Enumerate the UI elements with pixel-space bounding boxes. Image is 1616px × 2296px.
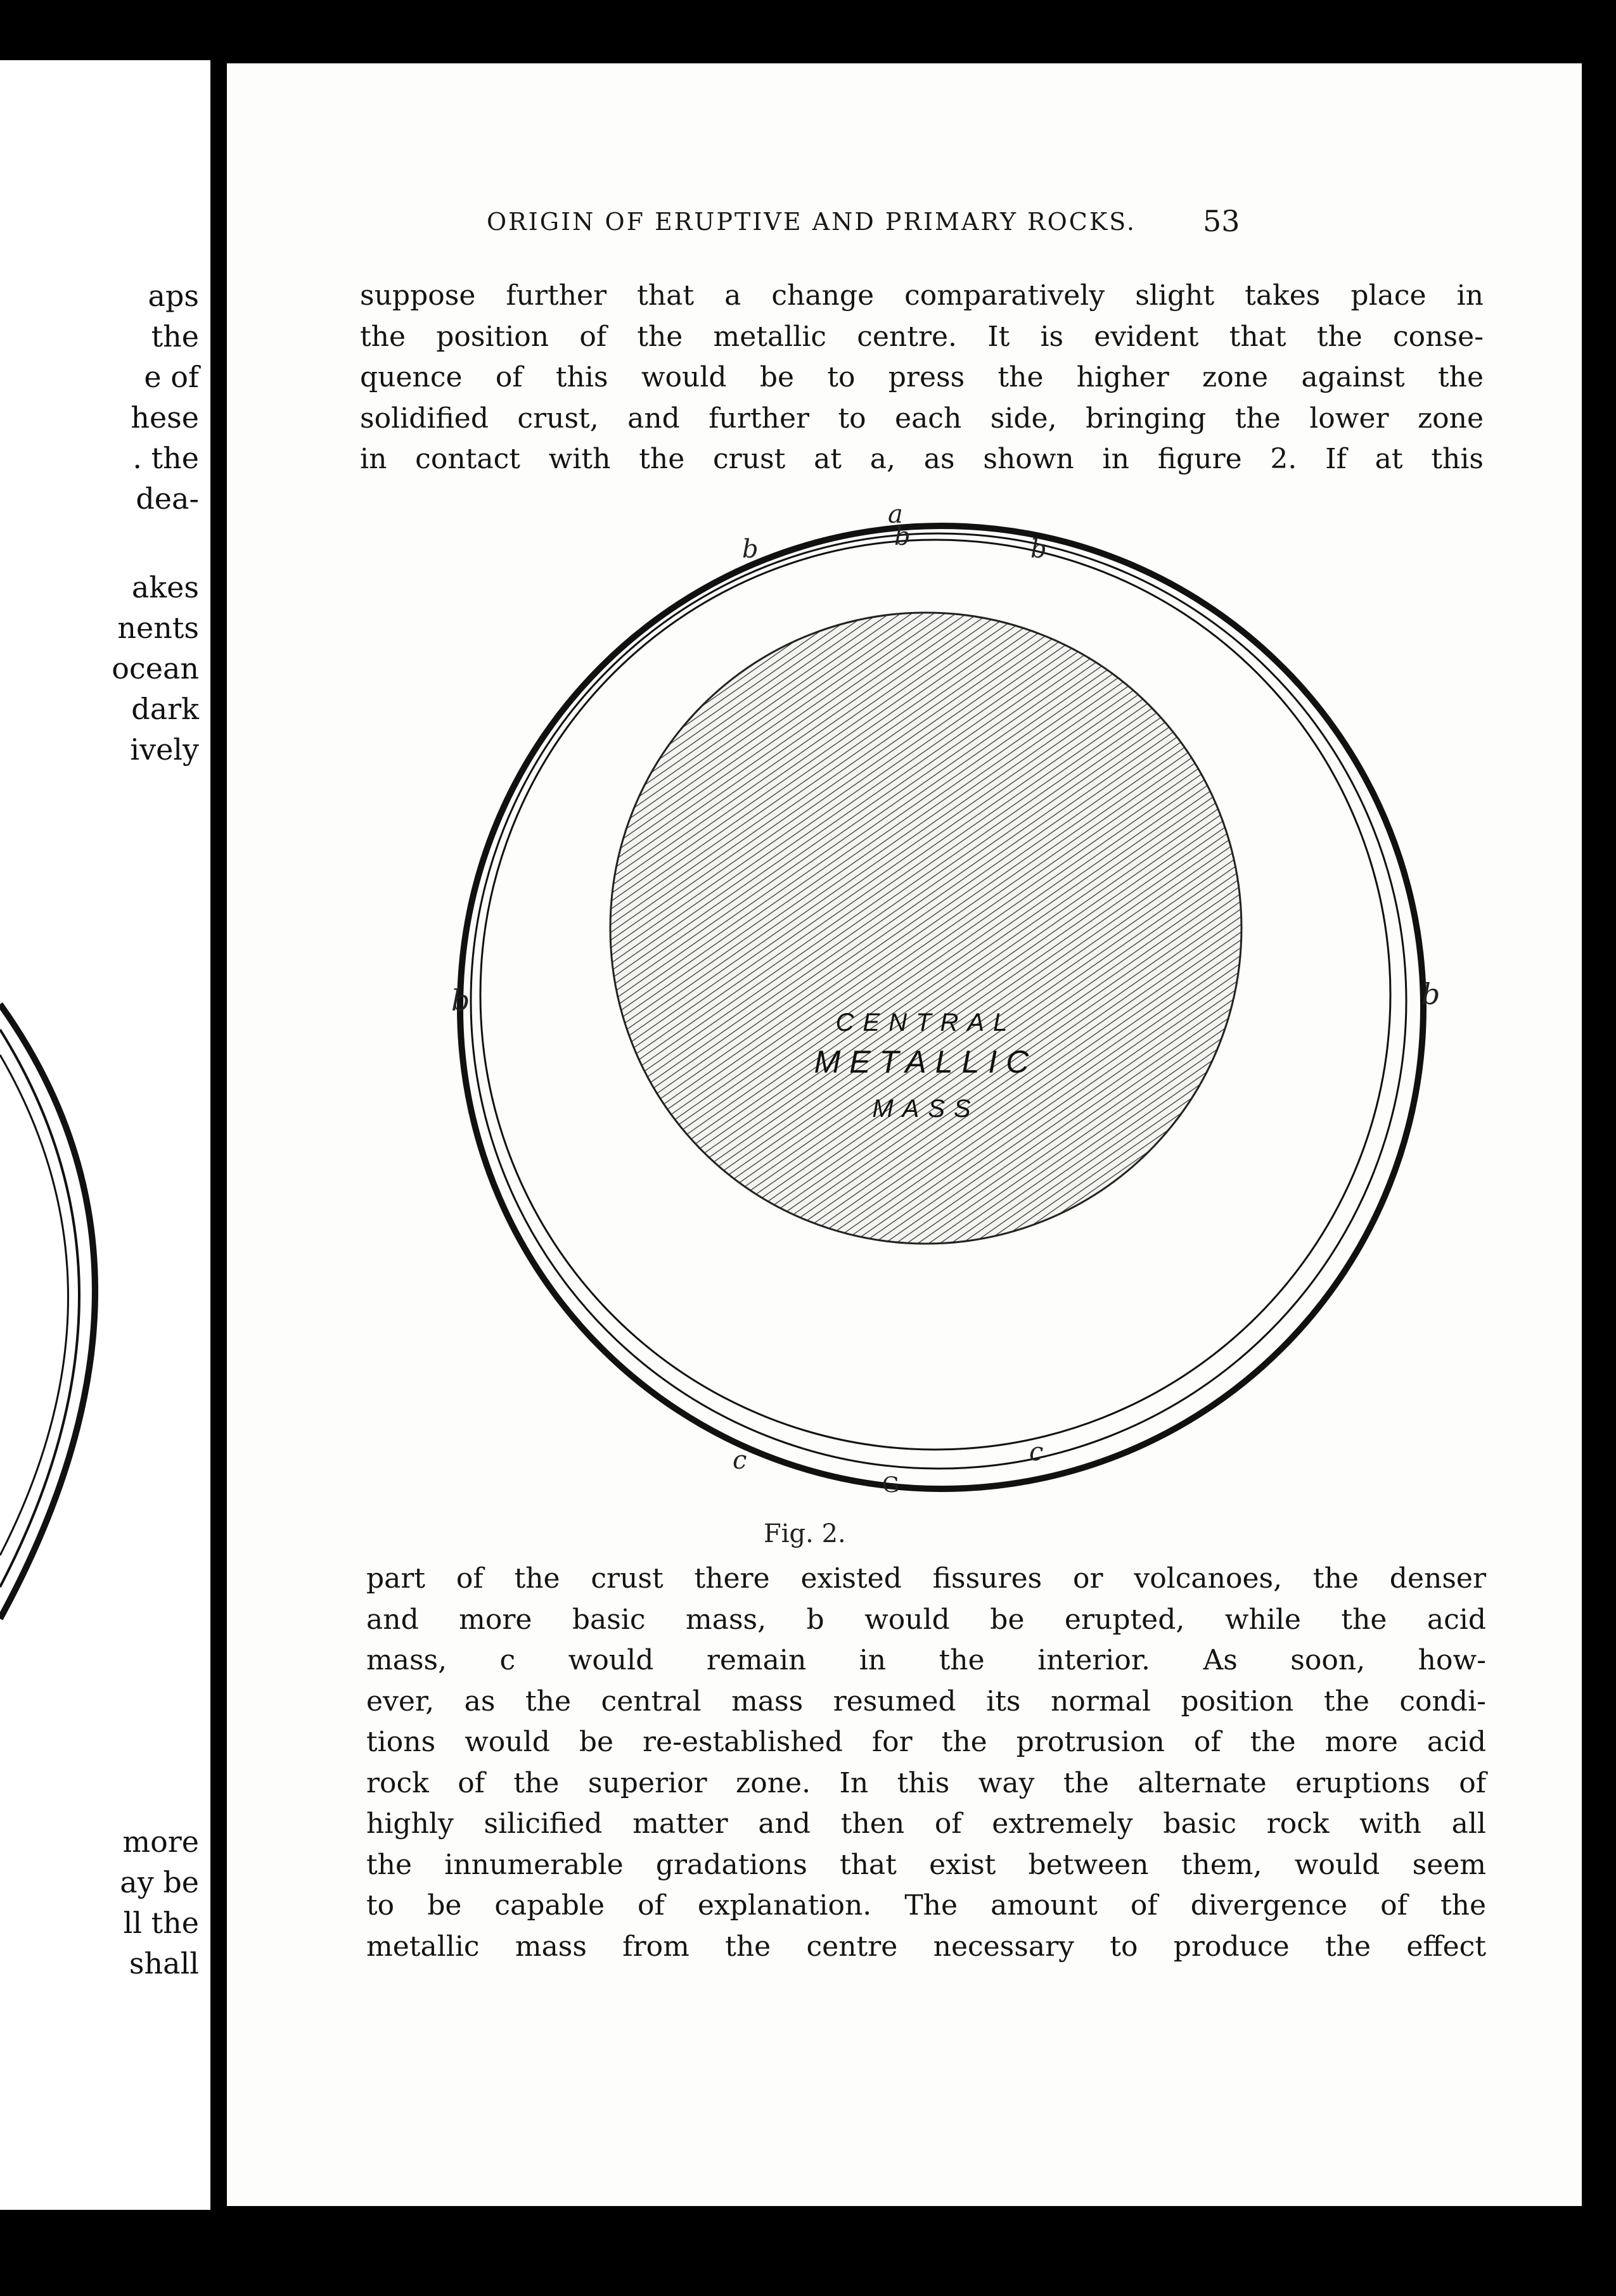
zone-label-c: c xyxy=(1029,1438,1044,1467)
text-line: tions would be re-established for the protrusion of the more acid xyxy=(366,1726,1486,1758)
zone-label-b: b xyxy=(1421,977,1440,1011)
zone-label-b: b xyxy=(1030,535,1047,564)
left-fragment-line: e of xyxy=(144,360,199,394)
left-fragment-line: dea- xyxy=(136,482,199,516)
central-label-line: METALLIC xyxy=(814,1044,1038,1080)
text-line: solidified crust, and further to each side, bringing the lower zone xyxy=(360,402,1484,435)
paragraph-top xyxy=(360,276,1484,480)
left-fragment-line: akes xyxy=(131,570,199,604)
book-gutter xyxy=(210,60,228,2210)
left-fragment-line: ocean xyxy=(112,651,199,686)
text-line: metallic mass from the centre necessary to produce the effect xyxy=(366,1930,1486,1963)
zone-label-a: a xyxy=(888,500,903,529)
left-fragment-line: . the xyxy=(132,441,199,475)
text-line: rock of the superior zone. In this way the alternate eruptions of xyxy=(366,1766,1486,1799)
left-figure-arc xyxy=(0,985,210,1682)
left-fragment-line: hese xyxy=(131,400,199,435)
left-fragment-line: ively xyxy=(130,732,199,767)
text-line: the innumerable gradations that exist between them, would seem xyxy=(366,1848,1486,1881)
zone-label-b: b xyxy=(742,535,759,564)
left-page-text-bottom xyxy=(120,1821,199,1984)
text-line: highly silicified matter and then of extremely basic rock with all xyxy=(366,1808,1486,1840)
left-fragment-line: ay be xyxy=(120,1865,199,1899)
left-fragment-line: aps xyxy=(148,279,199,313)
left-page-text-top xyxy=(131,276,199,519)
zone-label-b: b xyxy=(894,522,911,551)
paragraph-bottom xyxy=(366,1559,1486,2005)
zone-label-c: G xyxy=(882,1472,900,1498)
left-fragment-line: more xyxy=(122,1825,199,1859)
left-fragment-line: nents xyxy=(117,611,199,645)
text-line: the position of the metallic centre. It is evident that the conse- xyxy=(360,320,1484,353)
text-line: suppose further that a change comparatively slight takes place in xyxy=(360,279,1484,312)
text-line: part of the crust there existed fissures or volcanoes, the denser xyxy=(366,1562,1486,1595)
central-label-line: MASS xyxy=(872,1095,980,1123)
text-line: and more basic mass, b would be erupted, while the acid xyxy=(366,1603,1486,1636)
left-fragment-line: the xyxy=(151,319,199,354)
left-fragment-line: dark xyxy=(131,692,199,726)
figure-caption: Fig. 2. xyxy=(764,1519,846,1548)
text-line: in contact with the crust at a, as shown in figure 2. If at this xyxy=(360,443,1484,475)
left-fragment-line: ll the xyxy=(123,1906,199,1940)
text-line: ever, as the central mass resumed its normal position the condi- xyxy=(366,1685,1486,1718)
left-page-fragment xyxy=(0,60,210,2210)
left-fragment-line: shall xyxy=(129,1946,199,1980)
figure-2-diagram xyxy=(308,494,1525,1559)
central-label-line: CENTRAL xyxy=(835,1009,1016,1036)
left-page-text-middle xyxy=(112,567,199,770)
zone-label-c: c xyxy=(733,1446,747,1475)
text-line: quence of this would be to press the higher zone against the xyxy=(360,361,1484,393)
text-line: to be capable of explanation. The amount of divergence of the xyxy=(366,1889,1486,1922)
zone-label-b: b xyxy=(451,983,470,1017)
running-head: ORIGIN OF ERUPTIVE AND PRIMARY ROCKS. xyxy=(487,208,1137,236)
page-53 xyxy=(227,63,1582,2206)
central-metallic-mass xyxy=(610,613,1241,1244)
text-line: mass, c would remain in the interior. As soon, how- xyxy=(366,1644,1486,1676)
page-number: 53 xyxy=(1203,204,1240,238)
